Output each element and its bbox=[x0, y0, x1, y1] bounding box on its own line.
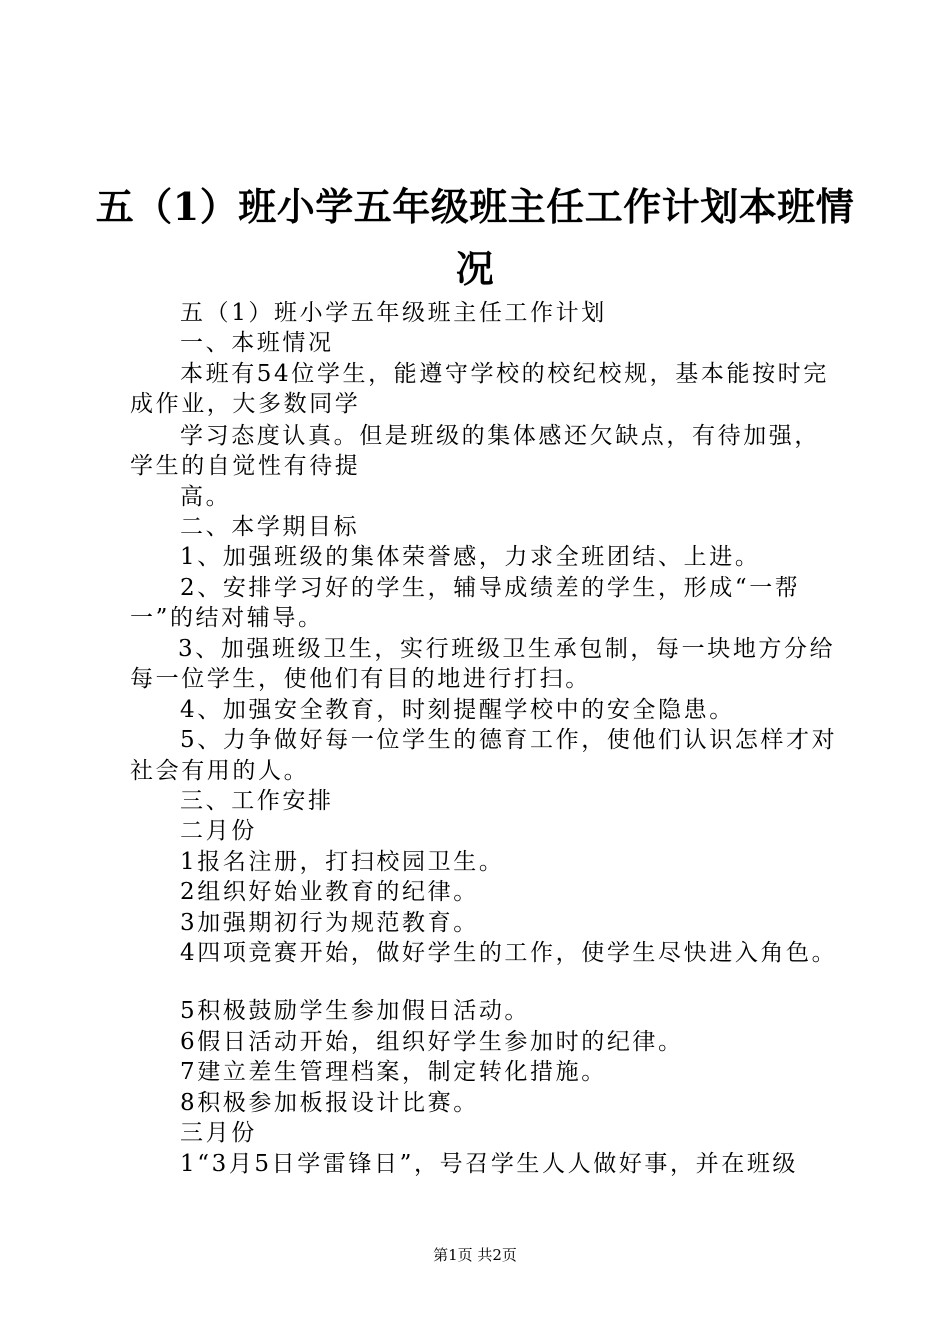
text-line: 学生的自觉性有待提 bbox=[130, 453, 361, 479]
page-footer: 第1页 共2页 bbox=[433, 1246, 517, 1264]
text-line: 5、力争做好每一位学生的德育工作，使他们认识怎样才对 bbox=[180, 727, 838, 753]
text-line: 5积极鼓励学生参加假日活动。 bbox=[180, 998, 531, 1024]
document-title-line-2: 况 bbox=[455, 246, 495, 291]
text-line: 一、本班情况 bbox=[180, 330, 334, 356]
text-line: 1报名注册，打扫校园卫生。 bbox=[180, 849, 505, 875]
text-line: 7建立差生管理档案，制定转化措施。 bbox=[180, 1059, 607, 1085]
text-line: 一”的结对辅导。 bbox=[130, 605, 324, 631]
text-line: 高。 bbox=[180, 484, 232, 510]
document-title-line-1: 五（1）班小学五年级班主任工作计划本班情 bbox=[95, 184, 855, 229]
text-line: 1“3月5日学雷锋日”，号召学生人人做好事，并在班级 bbox=[180, 1151, 799, 1177]
text-line: 学习态度认真。但是班级的集体感还欠缺点，有待加强， bbox=[180, 423, 820, 449]
text-line: 4四项竞赛开始，做好学生的工作，使学生尽快进入角色。 bbox=[180, 940, 838, 966]
text-line: 社会有用的人。 bbox=[130, 758, 310, 784]
text-line: 6假日活动开始，组织好学生参加时的纪律。 bbox=[180, 1029, 684, 1055]
text-line: 二、本学期目标 bbox=[180, 514, 360, 540]
text-line: 2组织好始业教育的纪律。 bbox=[180, 879, 479, 905]
text-line: 4、加强安全教育，时刻提醒学校中的安全隐患。 bbox=[180, 697, 735, 723]
text-line: 3、加强班级卫生，实行班级卫生承包制，每一块地方分给 bbox=[178, 636, 836, 662]
text-line: 三、工作安排 bbox=[180, 788, 334, 814]
text-line: 五（1）班小学五年级班主任工作计划 bbox=[180, 300, 607, 326]
text-line: 本班有54位学生，能遵守学校的校纪校规，基本能按时完 bbox=[180, 361, 829, 387]
text-line: 每一位学生，使他们有目的地进行打扫。 bbox=[130, 666, 591, 692]
text-line: 成作业，大多数同学 bbox=[130, 391, 361, 417]
text-line: 1、加强班级的集体荣誉感，力求全班团结、上进。 bbox=[180, 544, 761, 570]
text-line: 2、安排学习好的学生，辅导成绩差的学生，形成“一帮 bbox=[180, 575, 801, 601]
text-line: 二月份 bbox=[180, 818, 257, 844]
text-line: 8积极参加板报设计比赛。 bbox=[180, 1090, 479, 1116]
text-line: 3加强期初行为规范教育。 bbox=[180, 910, 479, 936]
text-line: 三月份 bbox=[180, 1120, 257, 1146]
